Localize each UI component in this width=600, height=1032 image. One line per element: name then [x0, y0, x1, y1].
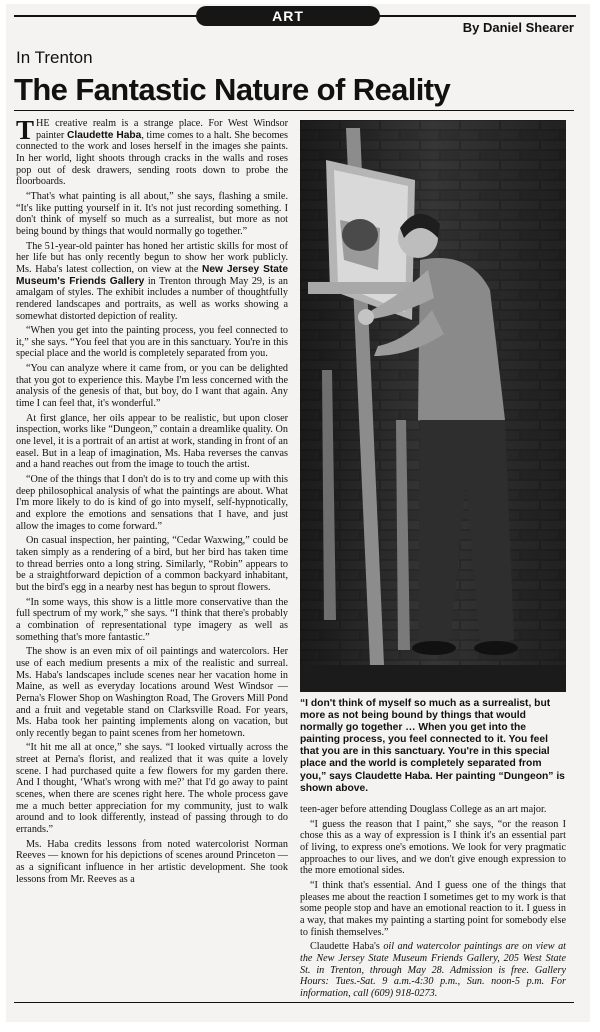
dungeon-painting-illustration [300, 120, 566, 692]
paragraph [300, 941, 566, 999]
text: The 51-year-old painter has honed her artistic skills for most of her life but has only recently begun to show her work publicly. Ms. Haba's latest collection, on view at the [16, 240, 288, 275]
paragraph: “That's what painting is all about,” she says, flashing a smile. “It's like putting yourself in it. It's not just recording something. I don't think of myself so much as a surrealist, but more as not being bound by things that would normally go together.” [16, 190, 288, 237]
article-column-left [16, 115, 288, 888]
gallery-name: New Jersey State Museum's Friends Gallery [16, 263, 288, 287]
paragraph: Ms. Haba credits lessons from noted watercolorist Norman Reeves — known for his depictions of scenes around Princeton — as a significant influence in her artistic development. She took lessons from Mr. Reeves as a [16, 838, 288, 885]
paragraph: At first glance, her oils appear to be realistic, but upon closer inspection, works like “Dungeon,” contain a dreamlike quality. On one level, it is a portrait of an artist at work, standing in front of an easel. But in a leap of imagination, Ms. Haba reverses the canvas and a hand reaches out from the image to touch the artist. [16, 412, 288, 471]
paragraph: “It hit me all at once,” she says. “I looked virtually across the street at Perna's florist, and realized that it was quite a lovely scene. I had purchased quite a few flowers for my garden there. And I thought, ‘What's wrong with me?’ that I'd go away to paint scenes, when there are scenes right here. The whole process gave me a much better appreciation for my community, just to walk around and to look differently, instead of passing through to do errands.” [16, 742, 288, 836]
text: Claudette Haba's [310, 941, 380, 953]
artist-name: Claudette Haba [67, 129, 142, 141]
paragraph: teen-ager before attending Douglass College as an art major. [300, 804, 547, 815]
text: , time comes to a halt. She becomes connected to the work and loses herself in the images she paints. In her world, light shoots through cracks in the walls and roses pop out of desk drawers, sending roots down to probe the floorboards. [16, 129, 288, 188]
paragraph: “I think that's essential. And I guess one of the things that pleases me about the reaction I sometimes get to my work is that some people stop and have an emotional reaction to it. I guess in a way, that makes my painting a starting point for somebody else to finish themselves.” [300, 879, 566, 938]
headline: The Fantastic Nature of Reality [14, 72, 451, 107]
paragraph: “You can analyze where it came from, or you can be delighted that you got to experience this. Maybe I'm less concerned with the analysis of the genesis of that, but boy, do I want that again. Any time I can feel that, it's wonderful.” [16, 363, 288, 410]
footer-rule [14, 1002, 574, 1003]
paragraph: “When you get into the painting process, you feel connected to it,” she says. “You feel that you are in this sanctuary. You're in this special place and the world is completely separated from you. [16, 325, 288, 360]
photo-caption: “I don't think of myself so much as a surrealist, but more as not being bound by things that would normally go together … When you get into the painting process, you feel connected to it. You feel that you are in this sanctuary. You're in this special place and the world is completely separated from you,” says Claudette Haba. Her painting “Dungeon” is shown above. [300, 698, 565, 794]
text: in Trenton through May 29, is an amalgam of styles. The exhibit includes a number of thoughtfully rendered landscapes and portraits, as well as works showing a somewhat distorted depiction of reality. [16, 275, 288, 322]
paragraph: On casual inspection, her painting, “Cedar Waxwing,” could be taken simply as a rendering of a bird, but her bird has taken time to thread berries onto a long string. Similarly, “Robin” appears to be a straightforward depiction of a common backyard inhabitant, but the bird's egg in a nearby nest has begun to sprout flowers. [16, 535, 288, 593]
paragraph [16, 241, 288, 323]
paragraph: “I guess the reason that I paint,” she says, “or the reason I chose this as a way of expression is I think it's an essential part of living, to express one's emotions. We look for very pragmatic approaches to our lives, and we don't give enough expression to the more emotional sides. [300, 818, 566, 877]
paragraph [16, 115, 288, 188]
drop-cap: T [16, 115, 35, 145]
painting-photo [300, 120, 566, 692]
exhibit-info: oil and watercolor paintings are on view at the New Jersey State Museum Friends Gallery, 205 West State St. in Trenton, through May 28. Admission is free. Gallery Hours: Tues.-Sat. 9 a.m.-4:30 p.m., Sun. noon-5 p.m. For information, call (609) 918-0273. [300, 941, 566, 999]
paragraph: “In some ways, this show is a little more conservative than the full spectrum of my work,” she says. “I think that there's probably a combination of representational type imagery as well as something that's more fantastic.” [16, 596, 288, 643]
paragraph: The show is an even mix of oil paintings and watercolors. Her use of each medium presents a mix of the realistic and surreal. Ms. Haba's landscapes include scenes near her vacation home in Maine, as well as everyday locations around West Windsor — Perna's Flower Shop on Washington Road, The Grovers Mill Pond and a fruit and vegetable stand on Clarksville Road. For years, Ms. Haba took her painting implements along on vacation, but only recently began to paint scenes from her hometown. [16, 646, 288, 739]
kicker: In Trenton [16, 48, 93, 67]
text: HE creative realm is a strange place. For West Windsor painter [36, 118, 288, 141]
paragraph: “One of the things that I don't do is to try and come up with this deep philosophical analysis of what the paintings are about. What I'm more likely to do is kind of go into myself, self-hypnotically, and explore the emotions and sensations that I have, and just allow the images to come forward.” [16, 474, 288, 532]
section-label: ART [196, 6, 380, 26]
article-column-right [300, 804, 566, 1003]
byline: By Daniel Shearer [462, 20, 574, 35]
headline-rule [14, 110, 574, 111]
